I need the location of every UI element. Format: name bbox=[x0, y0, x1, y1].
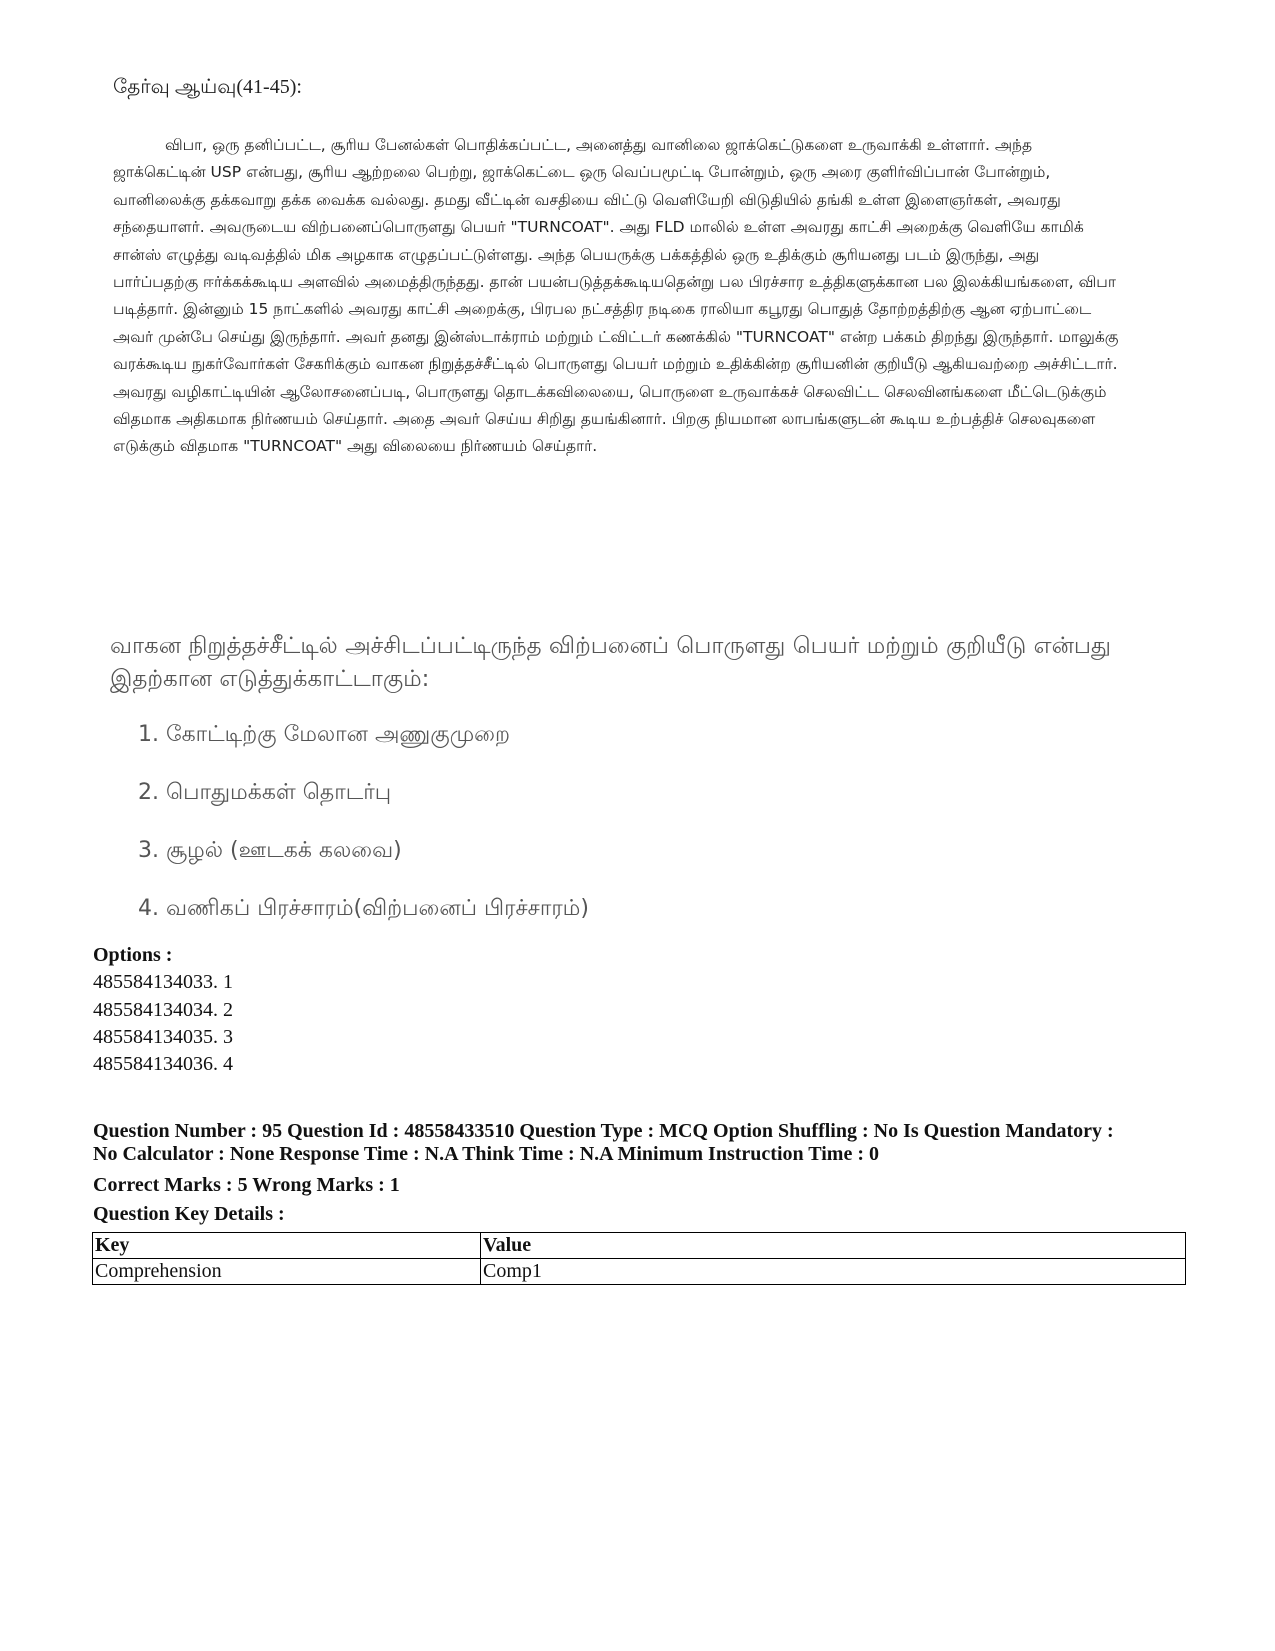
choice-item: 3. சூழல் (ஊடகக் கலவை) bbox=[138, 838, 402, 863]
question-choices bbox=[138, 720, 589, 952]
option-item: 485584134035. 3 bbox=[93, 1025, 233, 1048]
passage-text: விபா, ஒரு தனிப்பட்ட, சூரிய பேனல்கள் பொதிக்கப்பட்ட, அனைத்து வானிலை ஜாக்கெட்டுகளை உருவாக்கி உள்ளார். அந்த ஜாக்கெட்டின் USP என்பது, சூரிய ஆற்றலை பெற்று, ஜாக்கெட்டை ஒரு வெப்பமூட்டி போன்றும், ஒரு அரை குளிர்விப்பான் போன்றும், வானிலைக்கு தக்கவாறு தக்க வைக்க வல்லது. தமது வீட்டின் வசதியை விட்டு வெளியேறி விடுதியில் தங்கி உள்ள இளைஞர்கள், அவரது சந்தையாளர். அவருடைய விற்பனைப்பொருளது பெயர் "TURNCOAT". அது FLD மாலில் உள்ள அவரது காட்சி அறைக்கு வெளியே காமிக் சான்ஸ் எழுத்து வடிவத்தில் மிக அழகாக எழுதப்பட்டுள்ளது. அந்த பெயருக்கு பக்கத்தில் ஒரு உதிக்கும் சூரியனது படம் இருந்து, அது பார்ப்பதற்கு ஈர்க்கக்கூடிய அளவில் அமைத்திருந்தது. தான் பயன்படுத்தக்கூடியதென்று பல பிரச்சார உத்திகளுக்கான பல இலக்கியங்களை, விபா படித்தார். இன்னும் 15 நாட்களில் அவரது காட்சி அறைக்கு, பிரபல நட்சத்திர நடிகை ராலியா கபூரது பொதுத் தோற்றத்திற்கு ஆன ஏற்பாட்டை அவர் முன்பே செய்து இருந்தார். அவர் தனது இன்ஸ்டாக்ராம் மற்றும் ட்விட்டர் கணக்கில் "TURNCOAT" என்ற பக்கம் திறந்து இருந்தார். மாலுக்கு வரக்கூடிய நுகர்வோர்கள் சேகரிக்கும் வாகன நிறுத்தச்சீட்டில் பொருளது பெயர் மற்றும் உதிக்கின்ற சூரியனின் குறியீடு ஆகியவற்றை அச்சிட்டார். அவரது வழிகாட்டியின் ஆலோசனைப்படி, பொருளது தொடக்கவிலையை, பொருளை உருவாக்கச் செலவிட்ட செலவினங்களை மீட்டெடுக்கும் விதமாக அதிகமாக நிர்ணயம் செய்தார். அதை அவர் செய்ய சிறிது தயங்கினார். பிறகு நியமான லாபங்களுடன் கூடிய உற்பத்திச் செலவுகளை எடுக்கும் விதமாக "TURNCOAT" அது விலையை நிர்ணயம் செய்தார். bbox=[113, 136, 1119, 456]
header-value: Value bbox=[481, 1233, 1186, 1259]
options-label: Options : bbox=[93, 944, 173, 966]
metadata-line-1: Question Number : 95 Question Id : 48558433510 Question Type : MCQ Option Shuffling : No Is Question Mandatory : bbox=[93, 1120, 1114, 1142]
choice-item: 4. வணிகப் பிரச்சாரம்(விற்பனைப் பிரச்சாரம்) bbox=[138, 896, 589, 921]
option-item: 485584134033. 1 bbox=[93, 971, 233, 994]
choice-item: 1. கோட்டிற்கு மேலான அணுகுமுறை bbox=[138, 722, 510, 747]
cell-value: Comp1 bbox=[481, 1259, 1186, 1285]
option-item: 485584134034. 2 bbox=[93, 998, 233, 1021]
question-text: வாகன நிறுத்தச்சீட்டில் அச்சிடப்பட்டிருந்த விற்பனைப் பொருளது பெயர் மற்றும் குறியீடு என்பது இதற்கான எடுத்துக்காட்டாகும்: bbox=[110, 633, 1111, 692]
metadata-line-2: No Calculator : None Response Time : N.A Think Time : N.A Minimum Instruction Time : 0 bbox=[93, 1143, 879, 1165]
key-details-label: Question Key Details : bbox=[93, 1203, 285, 1225]
choice-item: 2. பொதுமக்கள் தொடர்பு bbox=[138, 780, 392, 805]
comprehension-passage bbox=[113, 132, 1123, 461]
option-item: 485584134036. 4 bbox=[93, 1053, 233, 1076]
question-metadata bbox=[93, 1120, 1183, 1166]
marks-line: Correct Marks : 5 Wrong Marks : 1 bbox=[93, 1174, 400, 1196]
table-row bbox=[93, 1259, 1186, 1285]
header-key: Key bbox=[93, 1233, 481, 1259]
options-section bbox=[93, 942, 233, 1078]
comprehension-title: தேர்வு ஆய்வு(41-45): bbox=[113, 76, 302, 98]
key-details-table bbox=[92, 1232, 1186, 1285]
table-header-row bbox=[93, 1233, 1186, 1259]
cell-key: Comprehension bbox=[93, 1259, 481, 1285]
